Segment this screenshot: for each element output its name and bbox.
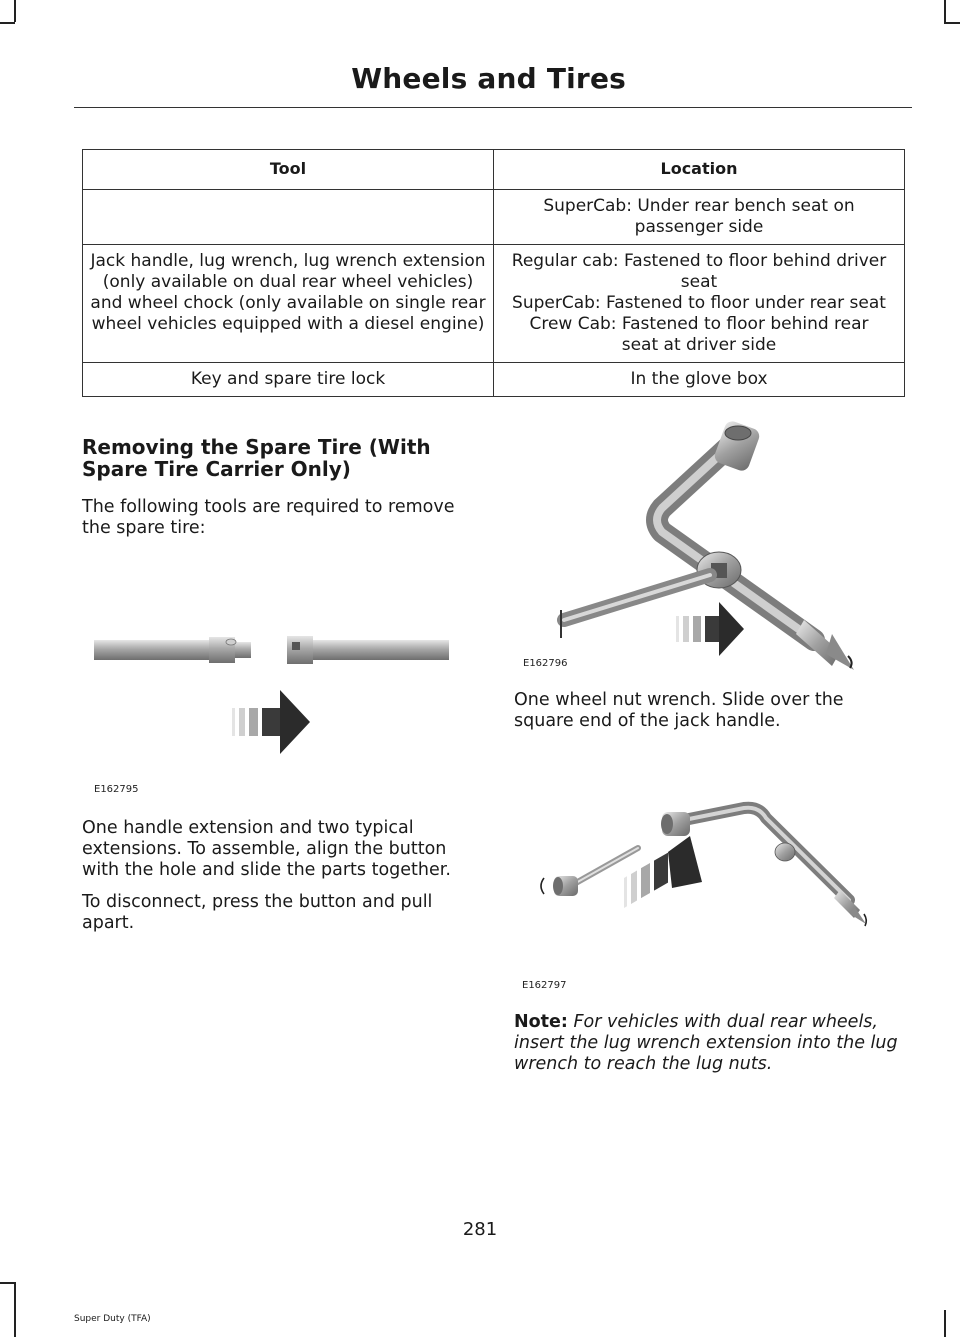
table-row [83,363,905,397]
section-heading: Removing the Spare Tire (With Spare Tire Carrier Only) [82,435,431,481]
figure-code: E162795 [94,784,139,795]
tool-cell [83,190,494,245]
crop-mark [0,22,15,24]
footer-doc-name: Super Duty (TFA) [74,1314,151,1324]
location-cell [494,190,905,245]
location-line: Regular cab: Fastened to floor behind driver seat [511,251,887,292]
page-number: 281 [462,1219,498,1240]
location-cell [494,363,905,397]
location-line: Crew Cab: Fastened to floor behind rear seat at driver side [529,314,869,355]
intro-paragraph: The following tools are required to remove the spare tire: [82,497,455,538]
wrench-illustration-icon [514,420,904,678]
extensions-illustration-icon [82,590,472,800]
figure-wheel-nut-wrench [514,420,904,678]
crop-mark [14,1282,16,1337]
crop-mark [944,1310,946,1337]
location-line: In the glove box [630,369,768,389]
location-line: SuperCab: Fastened to floor under rear seat [512,293,886,313]
table-row [83,190,905,245]
table-row [83,245,905,363]
figure-handle-extensions [82,590,472,800]
tool-cell: Jack handle, lug wrench, lug wrench extension (only available on dual rear wheel vehicles) and wheel chock (only available on single rear wheel vehicles equipped with a diesel engine) [83,245,494,363]
figure-lug-wrench-extension [514,790,904,1000]
column-header-location: Location [494,150,905,190]
wheel-nut-wrench-paragraph: One wheel nut wrench. Slide over the square end of the jack handle. [514,690,844,731]
column-header-tool: Tool [83,150,494,190]
tools-table [82,149,905,397]
page-header [74,60,912,108]
table-header-row [83,150,905,190]
note-paragraph [514,1012,906,1075]
lug-extension-illustration-icon [514,790,904,1000]
crop-mark [944,0,946,22]
figure-code: E162796 [523,658,568,669]
crop-mark [944,22,960,24]
figure-code: E162797 [522,980,567,991]
note-text: For vehicles with dual rear wheels, insert the lug wrench extension into the lug wrench to reach the lug nuts. [514,1012,898,1074]
crop-mark [0,1282,15,1284]
page-title: Wheels and Tires [351,62,626,95]
tool-cell: Key and spare tire lock [83,363,494,397]
note-label: Note: [514,1012,568,1032]
disconnect-paragraph: To disconnect, press the button and pull apart. [82,892,433,933]
handle-extension-paragraph: One handle extension and two typical extensions. To assemble, align the button with the hole and slide the parts together. [82,818,451,880]
location-line: SuperCab: Under rear bench seat on passenger side [543,196,855,237]
location-cell [494,245,905,363]
crop-mark [14,0,16,22]
